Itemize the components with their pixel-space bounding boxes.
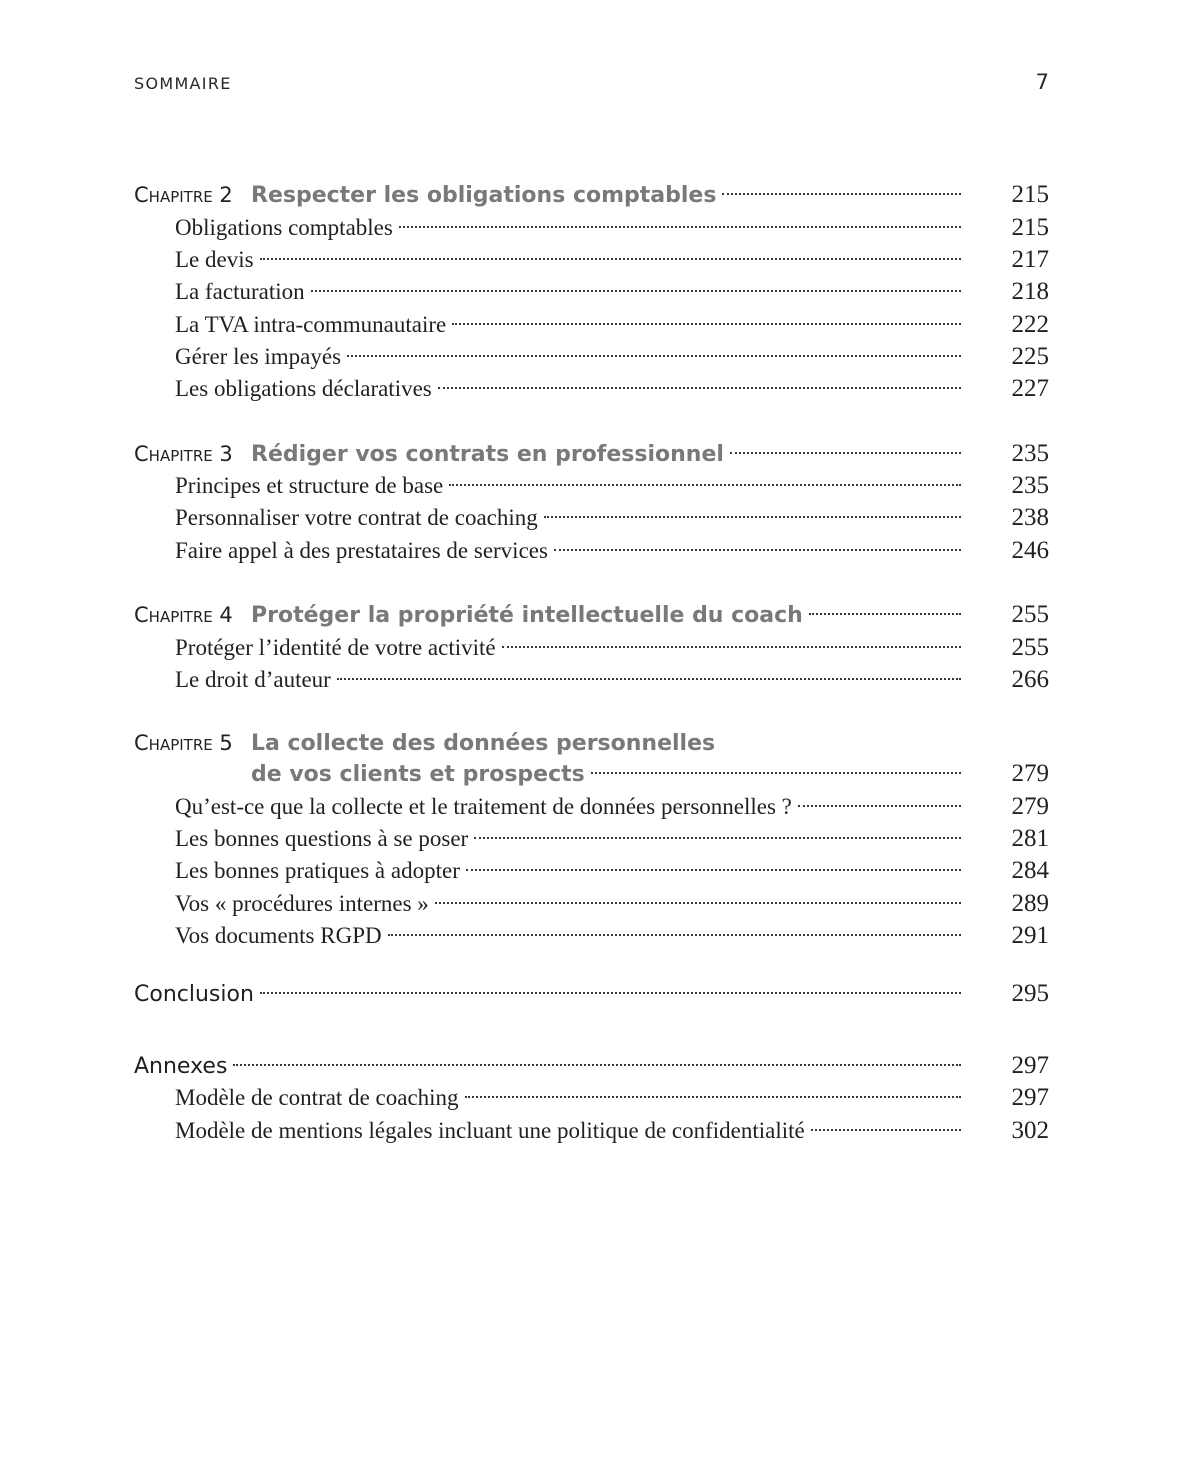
section-title: Modèle de mentions légales incluant une politique de confidentialité xyxy=(175,1118,805,1143)
chapter-label: Chapitre 2 xyxy=(134,183,233,207)
dot-leader xyxy=(337,678,961,680)
annexes-page: 297 xyxy=(1011,1052,1049,1079)
dot-leader xyxy=(399,226,961,228)
toc-item[interactable] xyxy=(134,537,1049,569)
dot-leader xyxy=(233,1064,961,1066)
dot-leader xyxy=(465,1096,961,1098)
section-page: 235 xyxy=(1011,472,1049,499)
toc-item[interactable] xyxy=(134,890,1049,922)
dot-leader xyxy=(388,934,961,936)
toc-item[interactable] xyxy=(134,214,1049,246)
section-title: La facturation xyxy=(175,279,305,304)
dot-leader xyxy=(260,258,961,260)
section-page: 291 xyxy=(1011,922,1049,949)
conclusion-page: 295 xyxy=(1011,980,1049,1007)
section-page: 284 xyxy=(1011,857,1049,884)
toc-chapter-3[interactable] xyxy=(134,440,1049,472)
chapter-page: 279 xyxy=(1011,760,1049,787)
section-title: Les bonnes questions à se poser xyxy=(175,826,469,851)
toc-item[interactable] xyxy=(134,857,1049,889)
section-title: Obligations comptables xyxy=(175,215,393,240)
toc-chapter-4[interactable] xyxy=(134,601,1049,633)
chapter-title: Rédiger vos contrats en professionnel xyxy=(251,442,724,467)
section-page: 281 xyxy=(1011,825,1049,852)
chapter-page: 215 xyxy=(1011,181,1049,208)
toc-chapter-5-line1[interactable] xyxy=(134,731,1049,763)
dot-leader xyxy=(347,355,961,357)
dot-leader xyxy=(438,387,961,389)
toc-item[interactable] xyxy=(134,343,1049,375)
section-title: Qu’est-ce que la collecte et le traitement de données personnelles ? xyxy=(175,794,792,819)
dot-leader xyxy=(554,549,961,551)
section-title: Les obligations déclaratives xyxy=(175,376,432,401)
section-page: 297 xyxy=(1011,1084,1049,1111)
toc-annexes[interactable] xyxy=(134,1052,1049,1084)
toc-item[interactable] xyxy=(134,246,1049,278)
section-title: Gérer les impayés xyxy=(175,344,342,369)
toc-item[interactable] xyxy=(134,793,1049,825)
section-page: 217 xyxy=(1011,246,1049,273)
toc-item[interactable] xyxy=(134,634,1049,666)
section-page: 227 xyxy=(1011,375,1049,402)
section-title: Protéger l’identité de votre activité xyxy=(175,635,496,660)
toc-item[interactable] xyxy=(134,472,1049,504)
annexes-title: Annexes xyxy=(134,1054,228,1079)
conclusion-title: Conclusion xyxy=(134,982,254,1007)
section-title: La TVA intra-communautaire xyxy=(175,312,447,337)
toc-item[interactable] xyxy=(134,1084,1049,1116)
dot-leader xyxy=(722,193,961,195)
toc-item[interactable] xyxy=(134,375,1049,407)
dot-leader xyxy=(591,772,961,774)
dot-leader xyxy=(449,484,961,486)
section-page: 289 xyxy=(1011,890,1049,917)
chapter-label: Chapitre 3 xyxy=(134,442,233,466)
toc-item[interactable] xyxy=(134,278,1049,310)
section-page: 255 xyxy=(1011,634,1049,661)
chapter-label: Chapitre 4 xyxy=(134,603,233,627)
dot-leader xyxy=(798,805,961,807)
chapter-page: 235 xyxy=(1011,440,1049,467)
page-number: 7 xyxy=(1035,70,1049,94)
chapter-page: 255 xyxy=(1011,601,1049,628)
dot-leader xyxy=(435,902,961,904)
chapter-title-line1: La collecte des données personnelles xyxy=(251,731,716,756)
dot-leader xyxy=(260,992,961,994)
dot-leader xyxy=(311,290,961,292)
section-title: Le droit d’auteur xyxy=(175,667,331,692)
running-header: SOMMAIRE xyxy=(134,74,232,93)
section-page: 215 xyxy=(1011,214,1049,241)
section-title: Vos documents RGPD xyxy=(175,923,382,948)
toc-item[interactable] xyxy=(134,922,1049,954)
section-page: 279 xyxy=(1011,793,1049,820)
section-page: 302 xyxy=(1011,1117,1049,1144)
dot-leader xyxy=(544,516,961,518)
toc-item[interactable] xyxy=(134,825,1049,857)
dot-leader xyxy=(730,452,961,454)
chapter-title-line2: de vos clients et prospects xyxy=(251,762,585,787)
toc-chapter-5-line2[interactable] xyxy=(134,760,1049,792)
section-title: Les bonnes pratiques à adopter xyxy=(175,858,460,883)
section-page: 218 xyxy=(1011,278,1049,305)
dot-leader xyxy=(466,869,961,871)
toc-chapter-2[interactable] xyxy=(134,181,1049,213)
dot-leader xyxy=(452,323,961,325)
chapter-title: Respecter les obligations comptables xyxy=(251,183,717,208)
chapter-label: Chapitre 5 xyxy=(134,731,233,755)
section-title: Le devis xyxy=(175,247,254,272)
toc-item[interactable] xyxy=(134,1117,1049,1149)
section-page: 225 xyxy=(1011,343,1049,370)
dot-leader xyxy=(474,837,961,839)
dot-leader xyxy=(502,646,961,648)
section-title: Principes et structure de base xyxy=(175,473,444,498)
dot-leader xyxy=(811,1129,961,1131)
toc-item[interactable] xyxy=(134,666,1049,698)
section-title: Modèle de contrat de coaching xyxy=(175,1085,459,1110)
toc-conclusion[interactable] xyxy=(134,980,1049,1012)
chapter-title: Protéger la propriété intellectuelle du coach xyxy=(251,603,803,628)
section-title: Vos « procédures internes » xyxy=(175,891,429,916)
dot-leader xyxy=(809,613,961,615)
toc-item[interactable] xyxy=(134,311,1049,343)
section-page: 222 xyxy=(1011,311,1049,338)
section-title: Faire appel à des prestataires de services xyxy=(175,538,548,563)
section-page: 246 xyxy=(1011,537,1049,564)
section-page: 238 xyxy=(1011,504,1049,531)
section-title: Personnaliser votre contrat de coaching xyxy=(175,505,538,530)
toc-item[interactable] xyxy=(134,504,1049,536)
section-page: 266 xyxy=(1011,666,1049,693)
